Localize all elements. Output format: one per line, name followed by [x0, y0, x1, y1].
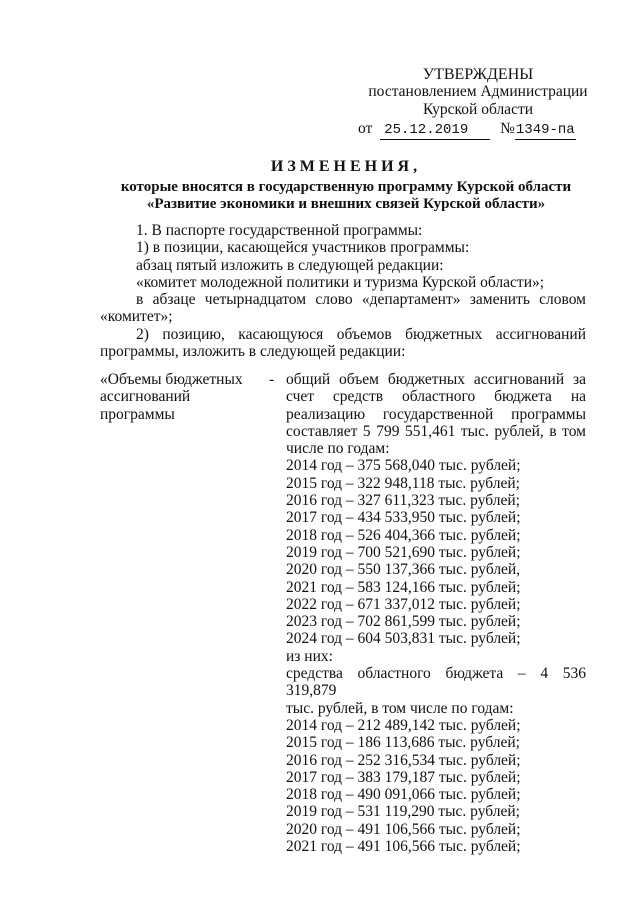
- number-prefix: №: [500, 119, 515, 137]
- budget-value-column: [286, 371, 586, 855]
- approval-issuer: постановлением Администрации: [368, 83, 588, 101]
- budget-line: общий объем бюджетных ассигнований за: [286, 371, 586, 388]
- regional-budget-year-row: 2019 год – 531 119,290 тыс. рублей;: [286, 803, 520, 821]
- budget-year-row: 2015 год – 322 948,118 тыс. рублей;: [286, 474, 520, 492]
- budget-year-row: 2022 год – 671 337,012 тыс. рублей;: [286, 595, 521, 613]
- budget-line: средства областного бюджета – 4 536 319,879: [286, 665, 586, 700]
- approval-date: 25.12.2019: [380, 122, 490, 140]
- regional-budget-year-row: 2015 год – 186 113,686 тыс. рублей;: [286, 734, 520, 752]
- budget-label-line-2: ассигнований: [100, 388, 191, 406]
- heading-subtitle-1: которые вносятся в государственную программу Курской области: [120, 179, 572, 196]
- regional-budget-year-row: 2016 год – 252 316,534 тыс. рублей;: [286, 751, 521, 769]
- regional-budget-year-row: 2017 год – 383 179,187 тыс. рублей;: [286, 768, 521, 786]
- regional-budget-year-row: 2018 год – 490 091,066 тыс. рублей;: [286, 786, 521, 804]
- budget-label-line-3: программы: [100, 405, 175, 423]
- budget-line: числе по годам:: [286, 440, 390, 458]
- budget-year-row: 2018 год – 526 404,366 тыс. рублей;: [286, 526, 521, 544]
- paragraph-5-line-2: «комитет»;: [100, 308, 173, 326]
- budget-line: реализацию государственной программы: [286, 405, 586, 423]
- budget-year-row: 2023 год – 702 861,599 тыс. рублей;: [286, 613, 521, 631]
- budget-label-column: [100, 371, 265, 423]
- heading-title: ИЗМЕНЕНИЯ,: [270, 158, 422, 175]
- budget-year-row: 2019 год – 700 521,690 тыс. рублей;: [286, 543, 521, 561]
- budget-year-row: 2020 год – 550 137,366 тыс. рублей,: [286, 561, 521, 579]
- paragraph-2: 1) в позиции, касающейся участников программы:: [136, 239, 470, 257]
- regional-budget-year-row: 2021 год – 491 106,566 тыс. рублей;: [286, 838, 521, 856]
- approval-number: 1349-па: [515, 122, 576, 140]
- budget-line: составляет 5 799 551,461 тыс. рублей, в том: [286, 422, 586, 440]
- budget-dash: -: [269, 371, 275, 388]
- regional-budget-year-row: 2014 год – 212 489,142 тыс. рублей;: [286, 716, 521, 734]
- date-prefix: от: [358, 119, 373, 137]
- regional-budget-year-row: 2020 год – 491 106,566 тыс. рублей;: [286, 820, 521, 838]
- document-body: [100, 222, 586, 360]
- approval-title: УТВЕРЖДЕНЫ: [422, 66, 534, 83]
- budget-line: тыс. рублей, в том числе по годам:: [286, 699, 514, 717]
- budget-label-line-1: «Объемы бюджетных: [100, 371, 243, 388]
- document-heading: [96, 158, 596, 213]
- budget-year-row: 2021 год – 583 124,166 тыс. рублей;: [286, 578, 521, 596]
- heading-subtitle-2: «Развитие экономики и внешних связей Курской области»: [146, 196, 546, 213]
- approval-date-line: [358, 120, 598, 140]
- paragraph-3: абзац пятый изложить в следующей редакции:: [136, 256, 444, 274]
- budget-line: счет средств областного бюджета на: [286, 388, 586, 406]
- paragraph-1: 1. В паспорте государственной программы:: [136, 222, 423, 239]
- approval-stamp: [358, 66, 598, 140]
- paragraph-5-line-1: в абзаце четырнадцатом слово «департамент» заменить словом: [136, 291, 586, 309]
- budget-year-row: 2024 год – 604 503,831 тыс. рублей;: [286, 630, 521, 648]
- budget-line: из них:: [286, 647, 333, 665]
- paragraph-6-line-2: программы, изложить в следующей редакции:: [100, 343, 406, 361]
- budget-year-row: 2014 год – 375 568,040 тыс. рублей;: [286, 457, 521, 475]
- paragraph-6-line-1: 2) позицию, касающуюся объемов бюджетных ассигнований: [136, 325, 586, 343]
- approval-region: Курской области: [422, 100, 534, 118]
- budget-year-row: 2016 год – 327 611,323 тыс. рублей;: [286, 492, 520, 510]
- paragraph-4: «комитет молодежной политики и туризма Курской области»;: [136, 273, 545, 291]
- budget-year-row: 2017 год – 434 533,950 тыс. рублей;: [286, 509, 521, 527]
